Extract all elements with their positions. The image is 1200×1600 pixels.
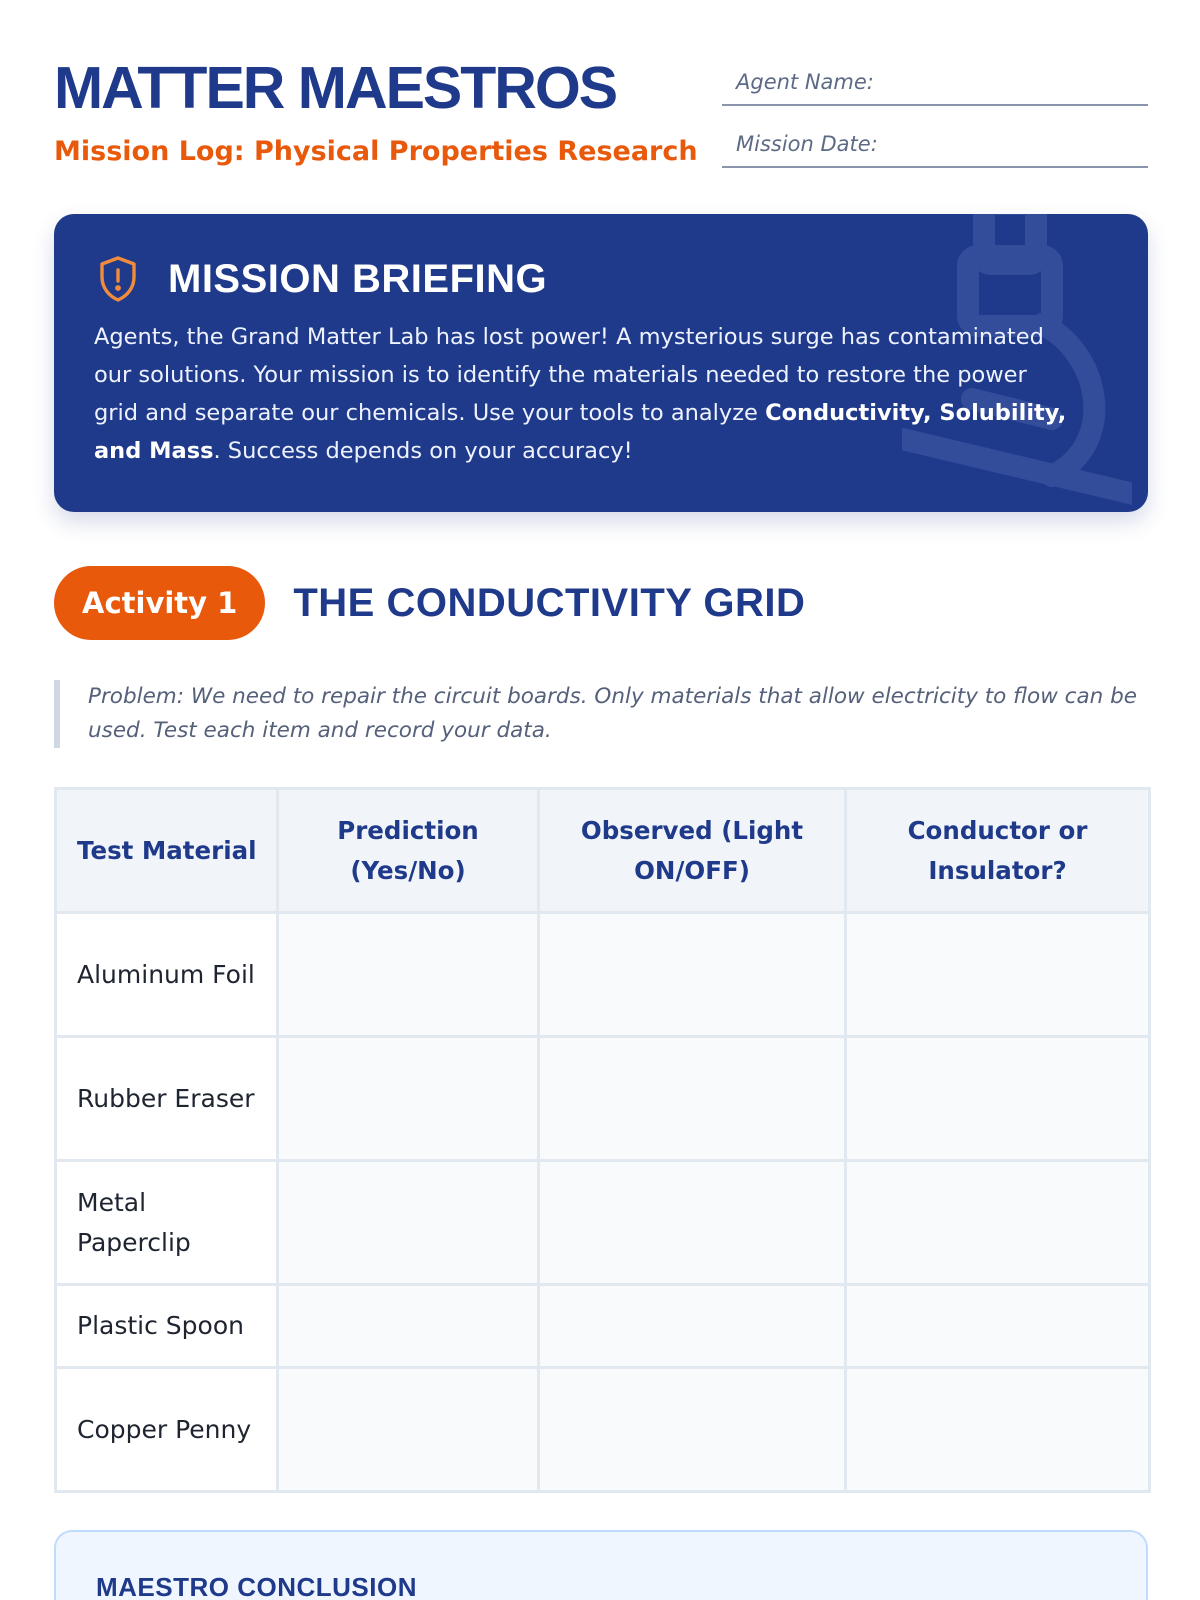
page-title: MATTER MAESTROS [54,55,617,121]
classification-cell[interactable] [846,1161,1150,1285]
activity-heading [54,566,805,640]
prediction-cell[interactable] [278,1285,539,1368]
prediction-cell[interactable] [278,1368,539,1492]
material-cell: Metal Paperclip [56,1161,278,1285]
classification-cell[interactable] [846,1368,1150,1492]
observed-cell[interactable] [539,1161,846,1285]
observed-cell[interactable] [539,1037,846,1161]
column-header-classification: Conductor or Insulator? [846,789,1150,913]
material-cell: Copper Penny [56,1368,278,1492]
table-row [56,1368,1150,1492]
observed-cell[interactable] [539,1368,846,1492]
agent-name-field[interactable]: Agent Name: [722,62,1148,106]
activity-title: THE CONDUCTIVITY GRID [293,580,806,625]
table-row [56,1037,1150,1161]
briefing-text-highlight: Conductivity, Solubility, and Mass [94,400,1067,464]
table-row [56,1285,1150,1368]
column-header-observed: Observed (Light ON/OFF) [539,789,846,913]
conductivity-table [54,787,1151,1493]
column-header-material: Test Material [56,789,278,913]
prediction-cell[interactable] [278,913,539,1037]
material-cell: Rubber Eraser [56,1037,278,1161]
observed-cell[interactable] [539,913,846,1037]
material-cell: Plastic Spoon [56,1285,278,1368]
column-header-prediction: Prediction (Yes/No) [278,789,539,913]
mission-date-field[interactable]: Mission Date: [722,124,1148,168]
info-fields [722,62,1148,186]
page-header [54,56,1148,176]
prediction-cell[interactable] [278,1161,539,1285]
briefing-text-intro: Agents, the Grand Matter Lab has lost power! A mysterious surge has contaminated our solutions. Your mission is to identify the materials needed to restore the power grid and separate our chemicals. Use your tools to analyze [94,324,1044,426]
briefing-header [98,254,547,304]
table-header-row [56,789,1150,913]
classification-cell[interactable] [846,1285,1150,1368]
table-row [56,1161,1150,1285]
classification-cell[interactable] [846,913,1150,1037]
briefing-text [94,318,1074,470]
problem-statement: Problem: We need to repair the circuit boards. Only materials that allow electricity to flow can be used. Test each item and record your data. [54,680,1148,748]
observed-cell[interactable] [539,1285,846,1368]
briefing-title: MISSION BRIEFING [168,256,548,301]
conclusion-title: MAESTRO CONCLUSION [96,1572,417,1600]
conclusion-box [54,1530,1148,1600]
material-cell: Aluminum Foil [56,913,278,1037]
prediction-cell[interactable] [278,1037,539,1161]
classification-cell[interactable] [846,1037,1150,1161]
mission-briefing-card [54,214,1148,512]
shield-alert-icon [98,255,138,303]
page-subtitle: Mission Log: Physical Properties Research [54,136,698,167]
table-row [56,913,1150,1037]
briefing-text-outro: . Success depends on your accuracy! [213,438,633,464]
activity-badge: Activity 1 [54,566,265,640]
